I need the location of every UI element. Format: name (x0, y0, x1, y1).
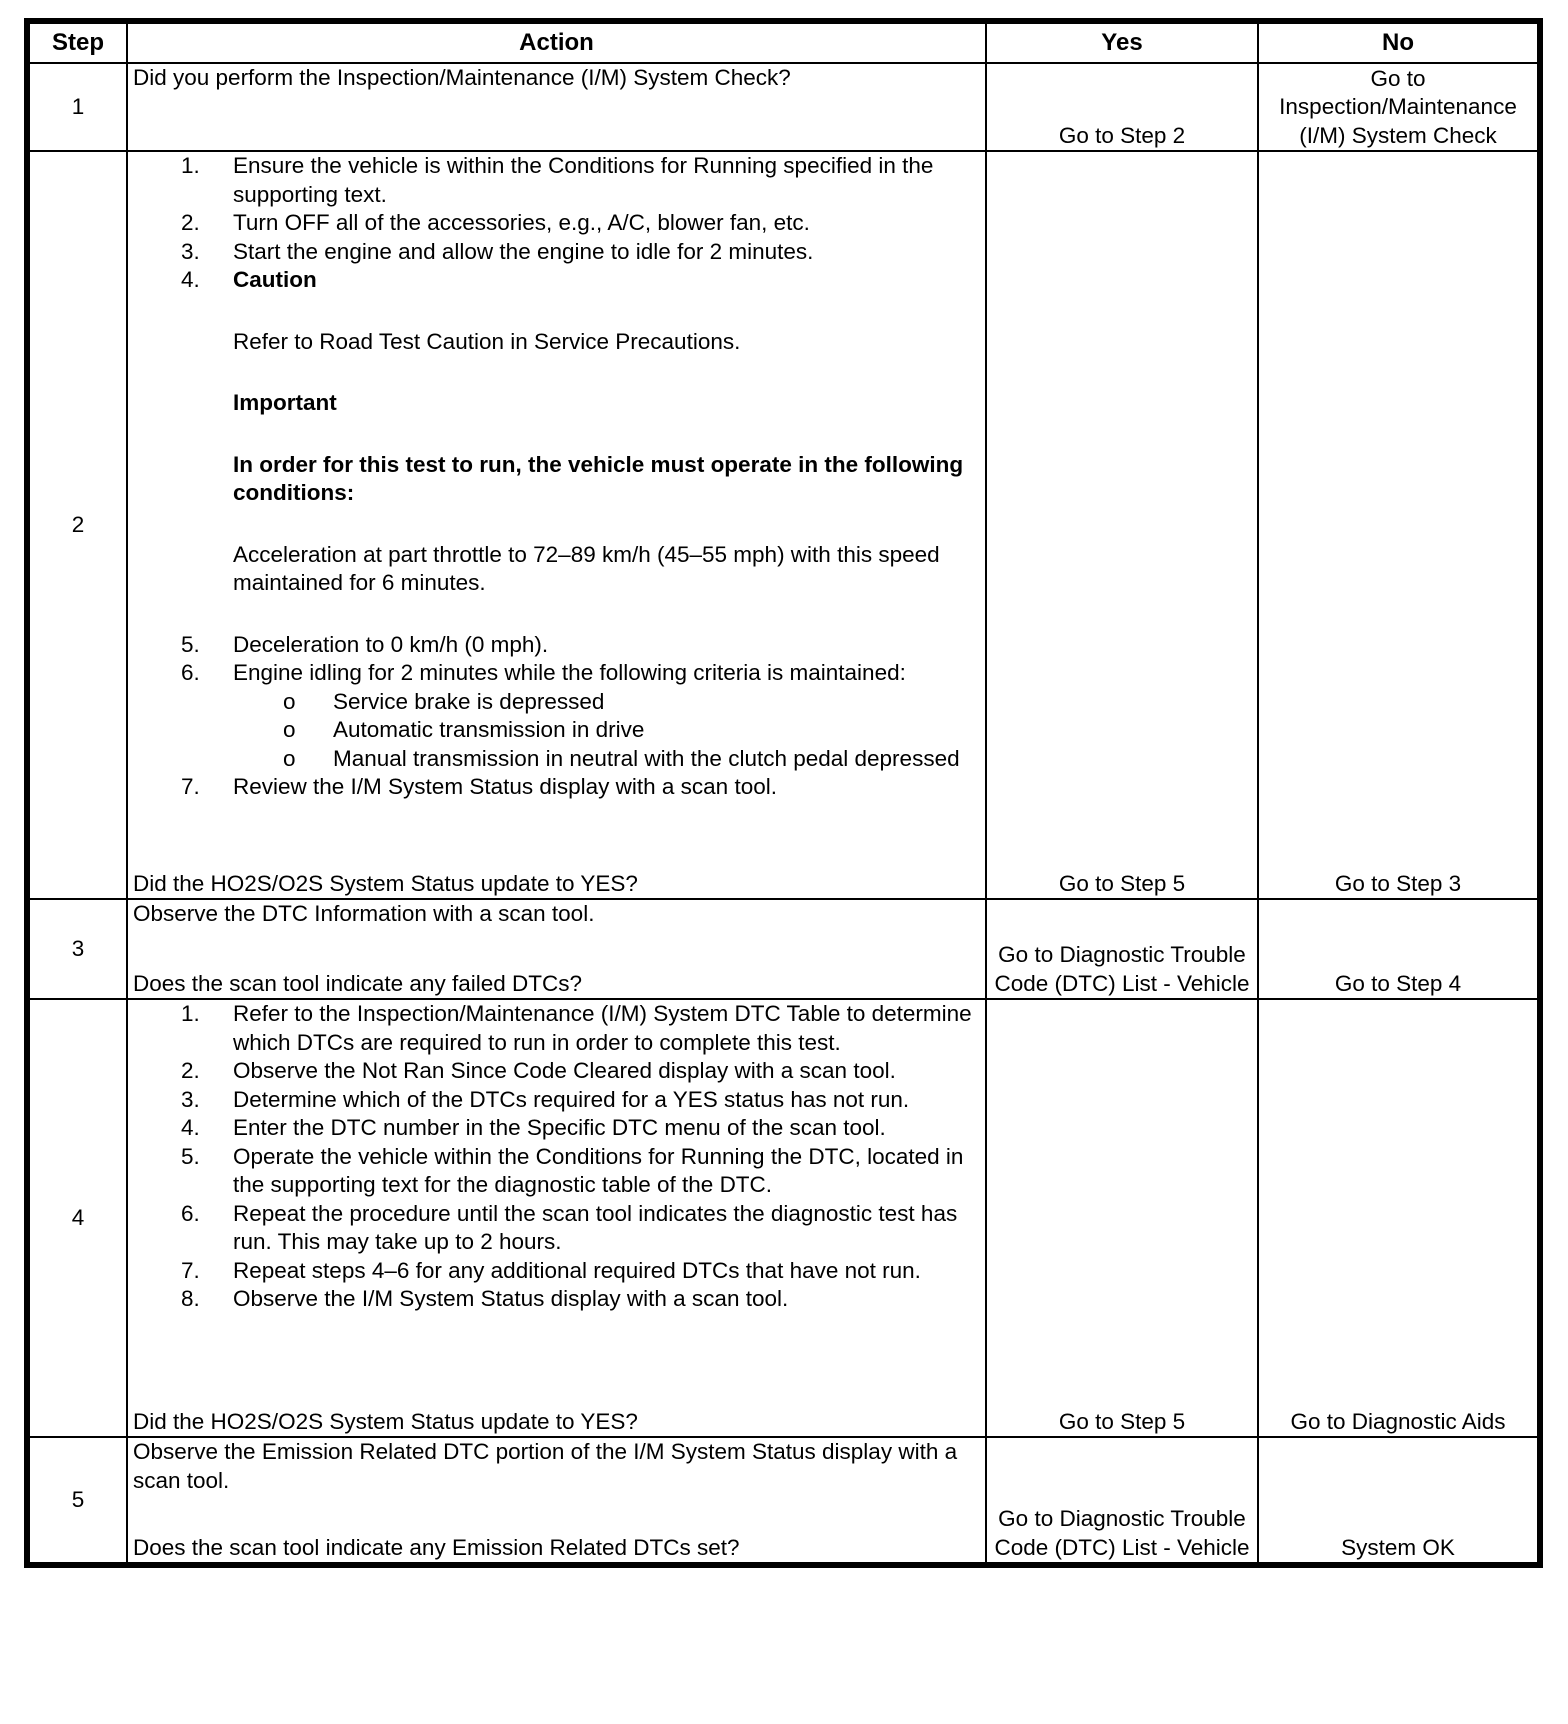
action-cell (128, 64, 985, 150)
table-row (30, 900, 1537, 998)
no-cell: Go to Step 4 (1259, 900, 1537, 998)
action-text: Observe the DTC Information with a scan tool. (133, 901, 595, 926)
important-text: In order for this test to run, the vehicle must operate in the following conditions: (233, 451, 964, 505)
list-item: 2. Observe the Not Ran Since Code Cleared display with a scan tool. (181, 1058, 896, 1083)
list-item: 7. Review the I/M System Status display with a scan tool. (181, 774, 777, 799)
header-no: No (1259, 24, 1537, 62)
yes-cell: Go to Diagnostic Trouble Code (DTC) List - Vehicle (987, 900, 1257, 998)
step-number: 1 (30, 64, 126, 150)
table-row (30, 64, 1537, 150)
criteria-item: o Automatic transmission in drive (283, 717, 645, 742)
question-text: Did the HO2S/O2S System Status update to YES? (133, 1408, 638, 1434)
yes-cell: Go to Step 2 (987, 64, 1257, 150)
list-item: 4. Caution Refer to Road Test Caution in Service Precautions. Important In order for this test to run, the vehicle must operate in the following conditions: Acceleration at part throttle to 72–89 km/h (45–55 mph) with this speed maintained for 6 minutes. (133, 266, 980, 631)
no-cell: System OK (1259, 1438, 1537, 1562)
action-cell (128, 152, 985, 898)
table-row (30, 1000, 1537, 1436)
table-row (30, 1438, 1537, 1562)
header-yes: Yes (987, 24, 1257, 62)
step-number: 2 (30, 152, 126, 898)
no-cell: Go to Step 3 (1259, 152, 1537, 898)
step-number: 3 (30, 900, 126, 998)
criteria-item: o Manual transmission in neutral with the clutch pedal depressed (283, 745, 960, 771)
list-item: 6. Repeat the procedure until the scan tool indicates the diagnostic test has run. This may take up to 2 hours. (181, 1200, 958, 1254)
no-cell: Go to Diagnostic Aids (1259, 1000, 1537, 1436)
header-row (30, 24, 1537, 62)
list-item: 6. Engine idling for 2 minutes while the following criteria is maintained: o Service brake is depressed o Automatic transmission in drive o Manual transmission in neutral with the clutch pedal depressed (133, 659, 980, 773)
criteria-list (233, 688, 980, 774)
yes-cell: Go to Step 5 (987, 1000, 1257, 1436)
procedure-list (133, 152, 980, 802)
list-item: 2. Turn OFF all of the accessories, e.g., A/C, blower fan, etc. (181, 210, 810, 235)
acceleration-text: Acceleration at part throttle to 72–89 km/h (45–55 mph) with this speed maintained for 6 minutes. (233, 541, 940, 595)
question-text: Does the scan tool indicate any Emission Related DTCs set? (133, 1534, 740, 1560)
list-item: 4. Enter the DTC number in the Specific DTC menu of the scan tool. (181, 1115, 886, 1140)
list-item: 3. Determine which of the DTCs required for a YES status has not run. (181, 1086, 910, 1112)
question-text: Does the scan tool indicate any failed DTCs? (133, 970, 582, 996)
list-item: 1. Ensure the vehicle is within the Conditions for Running specified in the supporting text. (181, 153, 934, 207)
list-item: 5. Operate the vehicle within the Conditions for Running the DTC, located in the supporting text for the diagnostic table of the DTC. (181, 1143, 964, 1197)
procedure-list (133, 1000, 980, 1314)
caution-label: Caution (233, 267, 317, 292)
action-text: Observe the Emission Related DTC portion of the I/M System Status display with a scan tool. (133, 1439, 958, 1493)
criteria-item: o Service brake is depressed (283, 688, 605, 714)
action-cell (128, 900, 985, 998)
header-action: Action (128, 24, 985, 62)
list-item: 1. Refer to the Inspection/Maintenance (I/M) System DTC Table to determine which DTCs are required to run in order to complete this test. (181, 1001, 972, 1055)
no-cell: Go to Inspection/Maintenance (I/M) System Check (1259, 64, 1537, 150)
list-item: 5. Deceleration to 0 km/h (0 mph). (181, 631, 549, 657)
caution-text: Refer to Road Test Caution in Service Precautions. (233, 328, 741, 354)
step-number: 5 (30, 1438, 126, 1562)
important-label: Important (233, 390, 337, 415)
action-cell (128, 1000, 985, 1436)
yes-cell: Go to Step 5 (987, 152, 1257, 898)
list-item: 3. Start the engine and allow the engine to idle for 2 minutes. (181, 238, 814, 264)
action-cell (128, 1438, 985, 1562)
list-item: 7. Repeat steps 4–6 for any additional required DTCs that have not run. (181, 1257, 921, 1283)
header-step: Step (30, 24, 126, 62)
step-number: 4 (30, 1000, 126, 1436)
list-item: 8. Observe the I/M System Status display with a scan tool. (181, 1286, 789, 1311)
action-text: Did you perform the Inspection/Maintenance (I/M) System Check? (133, 65, 791, 90)
diagnostic-table (24, 18, 1543, 1568)
question-text: Did the HO2S/O2S System Status update to YES? (133, 870, 638, 896)
table-row (30, 152, 1537, 898)
yes-cell: Go to Diagnostic Trouble Code (DTC) List - Vehicle (987, 1438, 1257, 1562)
